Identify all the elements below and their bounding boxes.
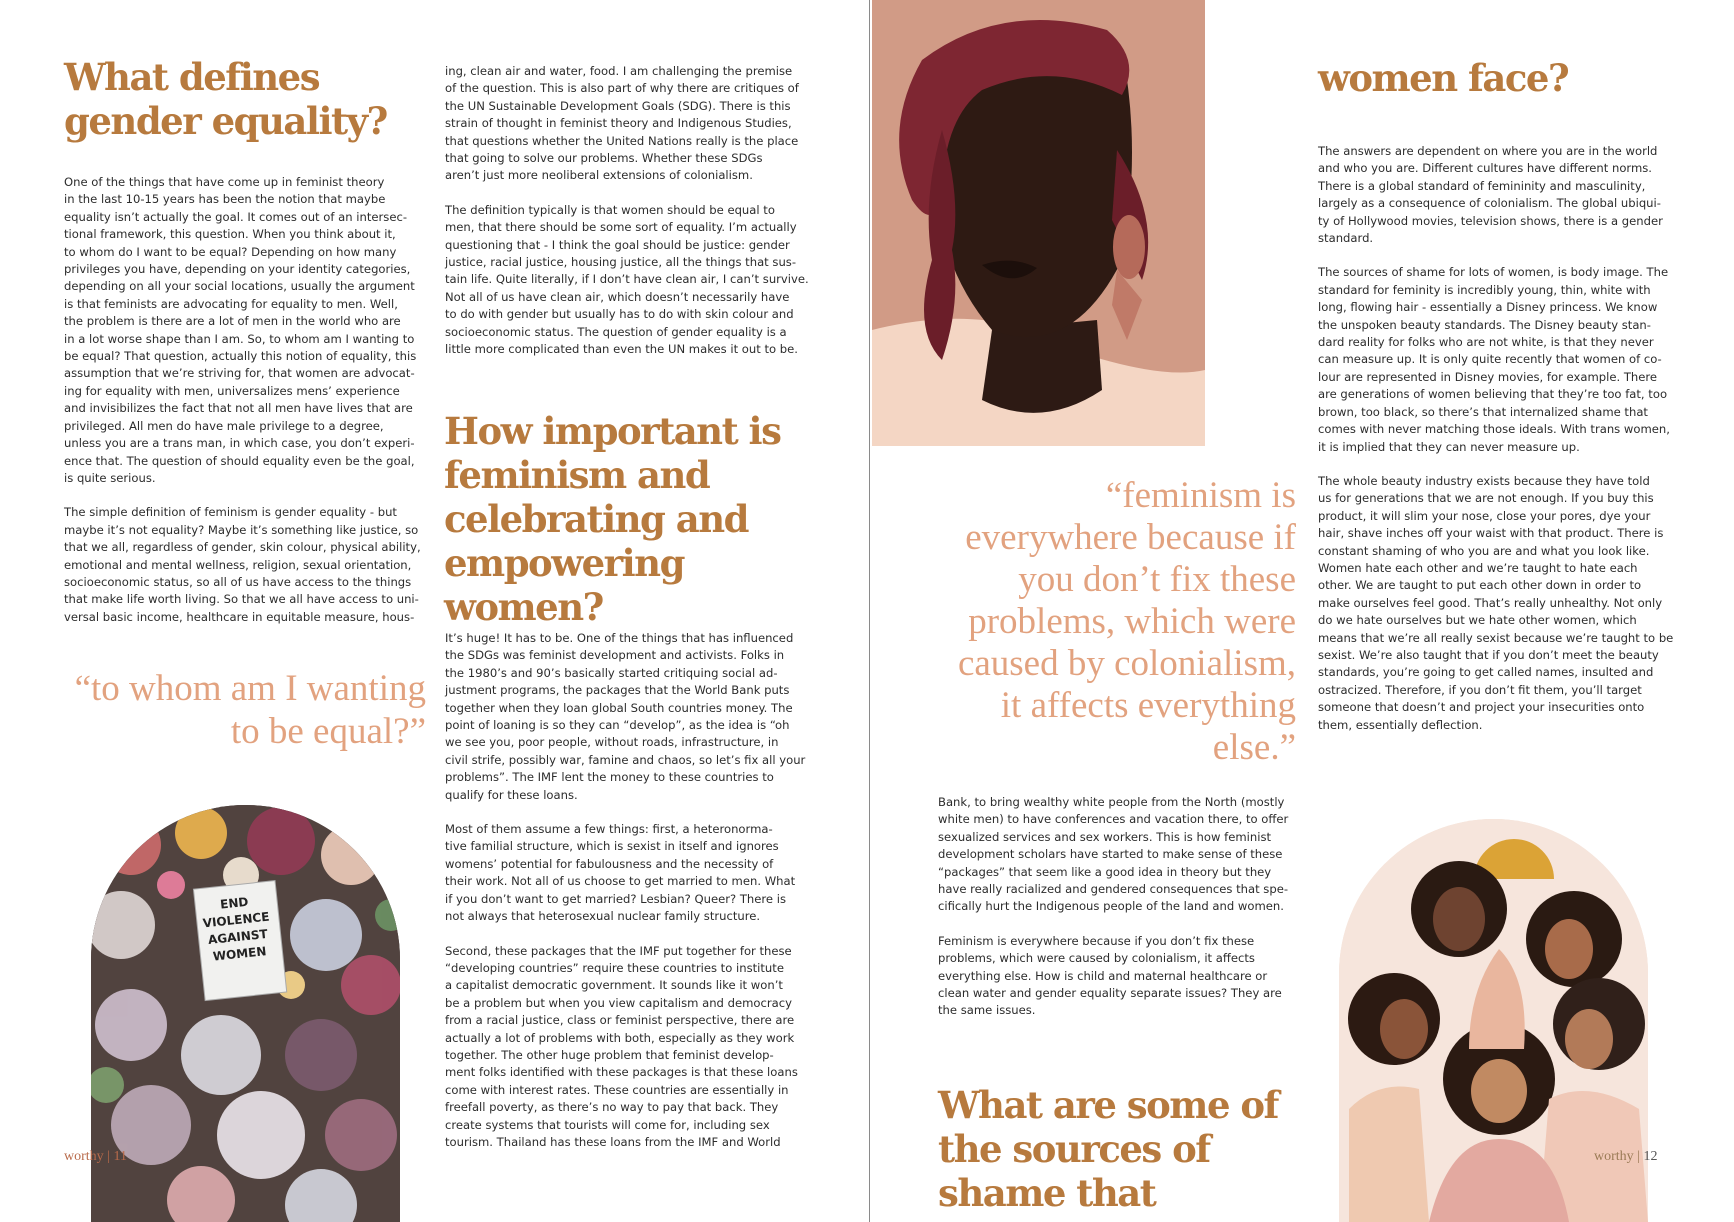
paragraph: It’s huge! It has to be. One of the things that has influenced the SDGs was feminist development and activists. Folks in the 1980’s and 90’s basically started critiquing social ad- justment programs, the packages that the World Bank puts together when they loan global South countries money. The point of loaning is so they can “develop”, as the idea is “oh we see you, poor people, without roads, infrastructure, in civil strife, possibly war, famine and chaos, so let’s fix all your problems”. The IMF lent the money to these countries to qualify for these loans. xyxy=(445,631,806,802)
page-spine-divider xyxy=(869,0,870,1222)
paragraph: Most of them assume a few things: first, a heteronorma- tive familial structure, which is sexist in itself and ignores womens’ potential for fabulousness and the necessity of their work. Not all of us choose to get married to men. What if you don’t want to get married? Lesbian? Queer? There is not always that heterosexual nuclear family structure. xyxy=(445,822,796,924)
folio-name: worthy xyxy=(1594,1149,1634,1164)
portrait-art xyxy=(872,0,1205,446)
paragraph: One of the things that have come up in feminist theory in the last 10-15 years has been the notion that maybe equality isn’t actually the goal. It comes out of an intersec- tional framework, this question. When you think about it, to whom do I want to be equal? Depending on how many privileges you have, depending on your identity categories, depending on all your social locations, usually the argument is that feminists are advocating for equality to men. Well, the problem is there are a lot of men in the world who are in a lot worse shape than I am. So, to whom am I wanting to be equal? That question, actually this notion of equality, this assumption that we’re striving for, that women are advocat- ing for equality with men, universalizes mens’ experience and invisibilizes the fact that not all men have lives that are privileged. All men do have male privilege to a degree, unless you are a trans man, in which case, you don’t experi- ence that. The question of should equality even be the goal, is quite serious. xyxy=(64,175,417,485)
paragraph: The answers are dependent on where you are in the world and who you are. Different cultures have different norms. There is a global standard of femininity and masculinity, largely as a consequence of colonialism. The global ubiqui- ty of Hollywood movies, television shows, there is a gender standard. xyxy=(1318,144,1663,246)
right-column-2-text xyxy=(1318,143,1686,751)
page-number-right xyxy=(1594,1149,1657,1165)
folio-separator: | xyxy=(1633,1149,1644,1164)
folio-number: 12 xyxy=(1643,1149,1658,1164)
right-page xyxy=(872,0,1734,1222)
heading-women-face: women face? xyxy=(1318,56,1569,100)
pull-quote-equal: “to whom am I wanting to be equal?” xyxy=(74,668,426,752)
paragraph: The simple definition of feminism is gender equality - but maybe it’s not equality? Maybe it’s something like justice, so that we all, regardless of gender, skin colour, physical ability, emotional and mental wellness, religion, sexual orientation, socioeconomic status, so all of us have access to the things that make life worth living. So that we all have access to uni- versal basic income, healthcare in equitable measure, hous- xyxy=(64,505,421,624)
memorial-flowers-photo xyxy=(91,805,400,1222)
heading-sources-of-shame: What are some of the sources of shame that xyxy=(938,1083,1278,1215)
page-number-left: worthy | 11 xyxy=(64,1149,127,1164)
heading-importance-feminism: How important is feminism and celebrating and empowering women? xyxy=(444,409,781,629)
paragraph: Second, these packages that the IMF put together for these “developing countries” require these countries to institute a capitalist democratic government. It sounds like it won’t be a problem but when you view capitalism and democracy from a racial justice, class or feminist perspective, there are actually a lot of problems with both, especially as they work together. The other huge problem that feminist develop- ment folks identified with these packages is that these loans come with interest rates. These countries are essentially in freefall poverty, as there’s no way to pay that back. They create systems that tourists will come for, including sex tourism. Thailand has these loans from the IMF and World xyxy=(445,943,798,1149)
right-column-1-text xyxy=(938,794,1306,1037)
paragraph: The sources of shame for lots of women, is body image. The standard for feminity is incredibly young, thin, white with long, flowing hair - essentially a Disney princess. We know the unspoken beauty standards. The Disney beauty stan- dard reality for folks who are not white, is that they never can measure up. It is only quite recently that women of co- lour are represented in Disney movies, for example. There are generations of women believing that they’re too fat, too brown, too black, so there’s that internalized shame that comes with never matching those ideals. With trans women, it is implied that they can never measure up. xyxy=(1318,265,1670,454)
paragraph: Bank, to bring wealthy white people from the North (mostly white men) to have conferences and vacation there, to offer sexualized services and sex workers. This is how feminist development scholars have started to make sense of these “packages” that seem like a good idea in theory but they have really racialized and gendered consequences that spe- cifically hurt the Indigenous people of the land and women. xyxy=(938,795,1289,914)
paragraph: The definition typically is that women should be equal to men, that there should be some sort of equality. I’m actually questioning that - I think the goal should be justice: gender justice, racial justice, housing justice, all the things that sus- tain life. Quite literally, if I don’t have clean air, I can’t survive. Not all of us have clean air, which doesn’t necessarily have to do with gender but usually has to do with skin colour and socioeconomic status. The question of gender equality is a little more complicated than even the UN makes it out to be. xyxy=(445,202,809,357)
flowers-illustration xyxy=(91,805,400,1222)
paragraph: Feminism is everywhere because if you don’t fix these problems, which were caused by colonialism, it affects everything else. How is child and maternal healthcare or clean water and gender equality separate issues? They are the same issues. xyxy=(938,933,1282,1018)
woman-headwrap-illustration xyxy=(872,0,1205,446)
left-column-1-text xyxy=(64,174,432,643)
heading-gender-equality: What defines gender equality? xyxy=(64,55,387,143)
left-column-2-text xyxy=(445,63,813,376)
paragraph: ing, clean air and water, food. I am challenging the premise of the question. This is also part of why there are critiques of the UN Sustainable Development Goals (SDG). There is this strain of thought in feminist theory and Indigenous Studies, that questions whether the United Nations really is the place that going to solve our problems. Whether these SDGs aren’t just more neoliberal extensions of colonialism. xyxy=(445,64,799,183)
left-column-2b-text xyxy=(445,630,813,1168)
pull-quote-feminism-everywhere: “feminism is everywhere because if you don’t fix these problems, which were caused by colonialism, it affects everything else.” xyxy=(957,475,1296,768)
paragraph: The whole beauty industry exists because they have told us for generations that we are not enough. If you buy this product, it will slim your nose, close your pores, dye your hair, shave inches off your waist with that product. There is constant shaming of who you are and what you look like. Women hate each other and we’re taught to hate each other. We are taught to put each other down in order to make ourselves feel good. That’s really unhealthy. Not only do we hate ourselves but we hate other women, which means that we’re all really sexist because we’re taught to be sexist. We’re also taught that if you don’t meet the beauty standards, you’re going to get called names, insulted and ostracized. Therefore, if you don’t fit them, you’ll target someone that doesn’t and project your insecurities onto them, essentially deflection. xyxy=(1318,473,1674,732)
protest-sign-text: END VIOLENCE AGAINST WOMEN xyxy=(202,894,271,964)
